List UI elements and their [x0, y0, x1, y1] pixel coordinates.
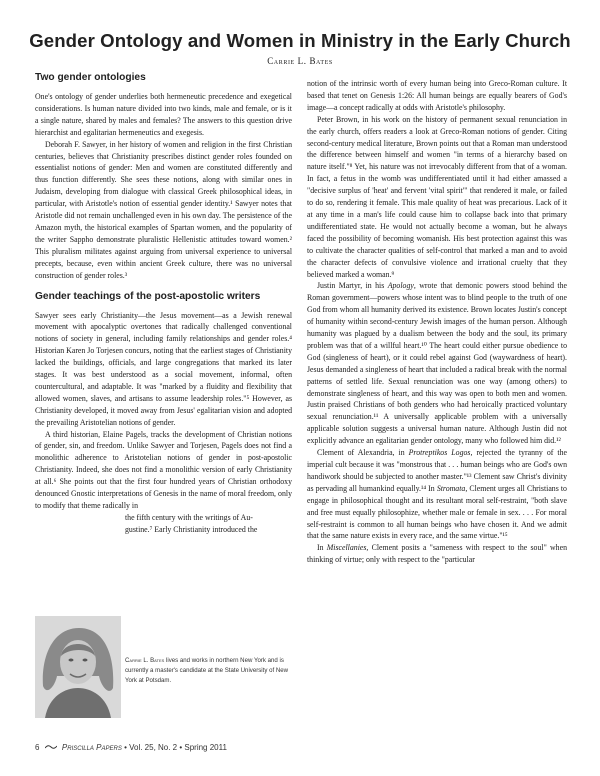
book-title-protreptikos: Protreptikos Logos [408, 448, 471, 458]
author-portrait [35, 616, 121, 718]
text-run: , Clement posits a "sameness with respect to the soul" when thinking of virtue; only with respect to the "particular [307, 543, 567, 565]
text-run: Clement of Alexandria, in [317, 448, 409, 458]
paragraph: A third historian, Elaine Pagels, tracks the development of Christian notions of gender, sin, and freedom. Unlike Sawyer and Torjesen, Pagels does not find a monolithic adherence to Aristotelian notions of gender in post-apostolic Christianity. Indeed, she does not find a monolithic version of early Christianity at all.⁶ She points out that the first four hundred years of Christian orthodoxy denounced Gnostic interpretations of Genesis in the name of moral freedom, only to modify that theme radically in [35, 429, 292, 510]
text-run: , Clement urges all Christians to engage in philosophical thought and its resultant moral self-restraint, "both slave and free must equally philosophize, whether male or female in sex. . . . For moral self-restraint is common to all human beings who have chosen it. And we admit that the same nature exists in every race, and the same virtue."¹⁵ [307, 483, 567, 541]
bio-author-name: Carrie L. Bates [125, 657, 165, 664]
paragraph: One's ontology of gender underlies both hermeneutic precedence and exegetical considerations. Is human nature divided into two kinds, male and female, or is it a single nature, shared by males and females? The answers to this question drive hierarchist and egalitarian hermeneutics and exegesis. [35, 92, 292, 137]
paragraph [307, 280, 567, 447]
wave-ornament-icon [45, 743, 57, 752]
paragraph: Peter Brown, in his work on the history of permanent sexual renunciation in the early church, offers readers a look at Greco-Roman notions of gender. Citing second-century medical literature, Brown points out that a Roman man understood the difference between himself and women "in terms of a hierarchy based on nature itself."⁸ Yet, his nature was not irrevocably different from that of a woman. In fact, a fetus in the womb was undifferentiated until it had either amassed a "decisive surplus of 'heat' and fervent 'vital spirit'" that rendered it male, or failed to do so, rendering it female. This male quality of heat was precarious. Lack of it at any time in a man's life could cause him to collapse back into that primary undifferentiated state. He would not actually become a woman, but he always faced the possibility of becoming womanish. His best protection against this was to cultivate the character qualities of self-control that marked a man and to avoid the character defects of convulsive violence and irrational cruelty that they believed marked a woman.⁹ [307, 114, 567, 279]
page-footer [35, 743, 227, 752]
book-title-apology: Apology [387, 281, 414, 291]
article-author: Carrie L. Bates [267, 56, 333, 66]
paragraph: Sawyer sees early Christianity—the Jesus movement—as a Jewish renewal movement with apocalyptic overtones that radically challenged conventional notions of society in general, including family relationships and gender roles.⁴ Historian Karen Jo Torjesen concurs, noting that the earliest stages of Christianity lacked the buildings, officials, and large congregations that marked its later stages. It was best understood as a social movement, informal, often countercultural, and adaptable. It was "marked by a fluidity and flexibility that allowed women, slaves, and artisans to assume leadership roles."⁵ However, as Christianity developed, it moved away from Jesus' egalitarian vision and adopted the prevailing Aristotelian notions of gender. [35, 310, 292, 427]
left-column [35, 72, 292, 536]
article-title: Gender Ontology and Women in Ministry in the Early Church [29, 30, 571, 51]
section-heading-post-apostolic-writers: Gender teachings of the post-apostolic writers [35, 290, 261, 302]
journal-name: Priscilla Papers [61, 743, 122, 752]
author-photo-image [35, 616, 121, 718]
paragraph: notion of the intrinsic worth of every human being into Greco-Roman culture. It based that tenet on Genesis 1:26: All human beings are equally bearers of God's image—a concept radically at odds with Aristotle's philosophy. [307, 79, 567, 112]
author-bio [125, 656, 297, 686]
paragraph: Deborah F. Sawyer, in her history of women and religion in the first Christian centuries, believes that Christianity prescribes distinct gender roles founded on essentialist notions of gender: Men and women are constituted differently and thus function differently. She sees these notions, along with similar ones in Judaism, developing from dialogue with classical Greek philosophical ideas, in particular, with Aristotle's notion of essential gender identity.¹ Sawyer notes that Aristotle did not remain unchallenged even in his own day. The persistence of the Amazon myth, the historical examples of Spartan women, and the popularity of the writer Sappho demonstrate pluralistic Hellenistic attitudes toward women.² This pluralism militates against arguing from universal experience to universal precepts, because, even within ancient Greek culture, there was no universal construction of gender roles.³ [35, 139, 292, 280]
paragraph [307, 447, 567, 542]
paragraph-continuation: the fifth century with the writings of Au- [125, 512, 253, 522]
section-heading-two-gender-ontologies: Two gender ontologies [35, 72, 146, 83]
book-title-stromata: Stromata [436, 483, 466, 493]
text-run: In [317, 543, 327, 553]
bio-text: lives and works in northern New York and is currently a master's candidate at the State University of New York at Potsdam. [125, 657, 289, 684]
book-title-miscellanies: Miscellanies [326, 543, 367, 553]
right-column [307, 78, 567, 566]
page-number: 6 [35, 743, 40, 752]
text-run: , rejected the tyranny of the imperial cult because it was "monstrous that . . . human beings who are God's own handiwork should be subjected to another master."¹³ Clement saw Christ's divinity as pervading all humankind equally.¹⁴ In [307, 448, 567, 493]
paragraph [307, 542, 567, 566]
text-run: Justin Martyr, in his [317, 281, 388, 291]
paragraph-continuation: gustine.⁷ Early Christianity introduced the [125, 524, 258, 534]
issue-info: • Vol. 25, No. 2 • Spring 2011 [124, 743, 227, 752]
text-run: , wrote that demonic powers stood behind the Roman government—powers whose intent was to blind people to the truth of one God from whom all humanity derived its existence. Brown locates Justin's concept of humanity within second-century Jewish images of the human person. Although humanity was plagued by a dualism between the body and the soul, its primary problem was that of a willful heart.¹⁰ The heart could either pursue obedience to God (singleness of heart), or it could rebel against God (waywardness of heart). Jesus demanded a singleness of heart that included a radical break with the normal patterns of settled life. Sexual renunciation was one way (among others) to demonstrate singleness of heart, and this way was open to both men and women. Justin praised Christians of both genders who had heroically practiced voluntary sexual renunciation.¹¹ A universally applicable problem with a universally applicable solution suggests a universal human nature. Although Justin did not explicitly advance an egalitarian gender ontology, many who followed him did.¹² [307, 281, 567, 446]
